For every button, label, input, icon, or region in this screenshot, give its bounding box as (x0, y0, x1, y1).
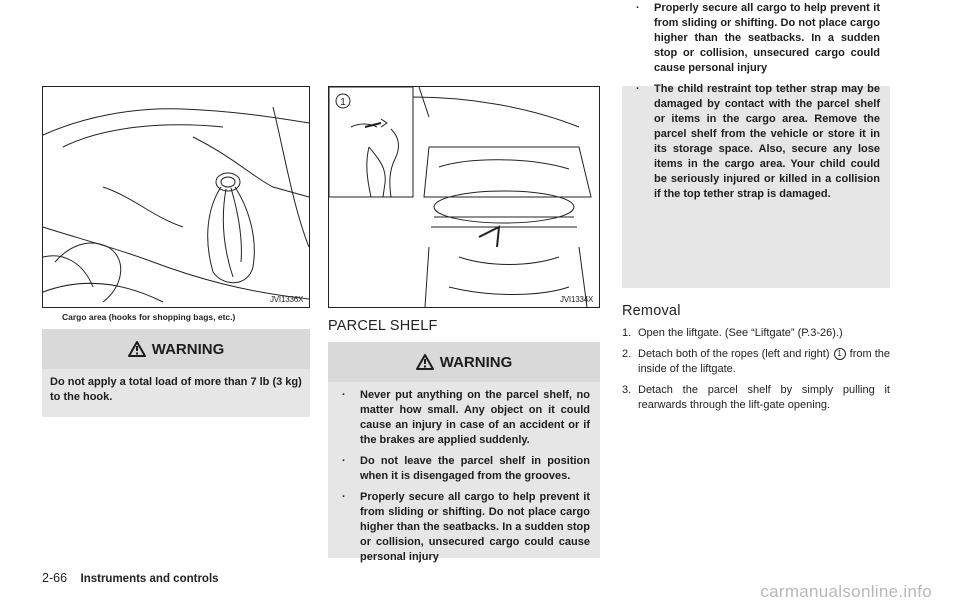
callout-1-marker: 1 (834, 348, 846, 360)
section-heading-parcel-shelf: PARCEL SHELF (328, 318, 438, 334)
warning-title: WARNING (439, 353, 513, 371)
callout-1: 1 (340, 97, 346, 108)
figure-id: JVI1336X (270, 295, 304, 304)
warning-title: WARNING (151, 340, 225, 358)
warning-bullet: . Properly secure all cargo to help prevent it from sliding or shifting. Do not place cargo higher than the seatbacks. In a sudden stop or collision, unsecured cargo could cause personal injury (338, 490, 590, 565)
warning-text: Do not apply a total load of more than 7 lb (3 kg) to the hook. (42, 369, 310, 417)
warning-box-continued (622, 2, 890, 288)
warning-bullet-list (632, 1, 880, 202)
warning-header (328, 342, 600, 382)
parcel-shelf-illustration (328, 86, 600, 308)
removal-step: 3. Detach the parcel shelf by simply pulling it rearwards through the lift-gate opening. (622, 384, 890, 411)
warning-header (42, 329, 310, 369)
removal-steps (622, 326, 890, 419)
warning-body-continued (622, 2, 890, 288)
warning-body (328, 382, 600, 563)
page-footer (42, 571, 219, 585)
watermark: carmanualsonline.info (760, 582, 932, 601)
warning-bullet: . The child restraint top tether strap may be damaged by contact with the parcel shelf or items in the cargo area. Remove the parcel shelf from the vehicle or store it in its storage space. Also, secure any lose items in the cargo area. Your child could be seriously injured or killed in a collision if the top tether strap is damaged. (632, 82, 880, 202)
section-heading-removal: Removal (622, 303, 681, 319)
warning-triangle-icon (416, 354, 434, 370)
removal-step: 2. Detach both of the ropes (left and right) 1 from the inside of the liftgate. (622, 348, 891, 375)
cargo-hook-illustration (42, 86, 310, 308)
warning-bullet-continued: . Properly secure all cargo to help prevent it from sliding or shifting. Do not place cargo higher than the seatbacks. In a sudden stop or collision, unsecured cargo could cause personal injury (632, 1, 880, 76)
warning-bullet: . Never put anything on the parcel shelf, no matter how small. Any object on it could cause an injury in case of an accident or if the brakes are applied suddenly. (338, 388, 590, 448)
cargo-hook-drawing (43, 87, 309, 307)
warning-box-parcel-shelf (328, 342, 600, 563)
parcel-shelf-drawing (329, 87, 599, 307)
page-number: 2-66 (42, 571, 68, 585)
figure-id: JVI1334X (560, 295, 594, 304)
section-name: Instruments and controls (80, 573, 219, 585)
warning-triangle-icon (128, 341, 146, 357)
warning-bullet: . Do not leave the parcel shelf in position when it is disengaged from the grooves. (338, 454, 590, 484)
warning-box-hook (42, 329, 310, 417)
removal-step: 1. Open the liftgate. (See “Liftgate” (P.3-26).) (622, 327, 843, 339)
warning-bullet-list (338, 388, 590, 565)
figure-caption: Cargo area (hooks for shopping bags, etc.) (62, 312, 236, 322)
